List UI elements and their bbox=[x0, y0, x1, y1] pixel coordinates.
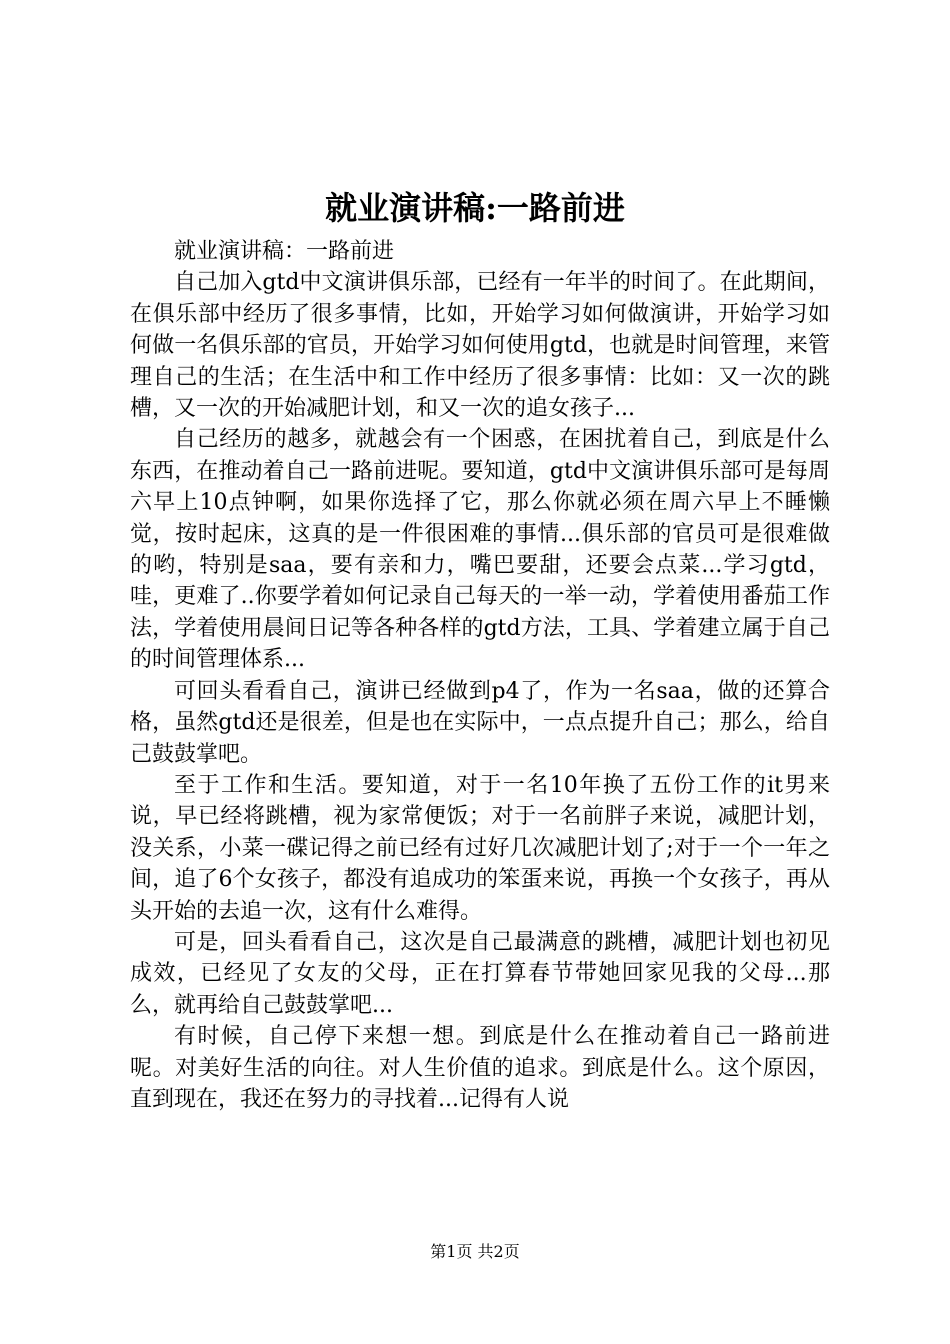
document-body bbox=[130, 236, 830, 1115]
paragraph: 至于工作和生活。要知道，对于一名10年换了五份工作的it男来说，早已经将跳槽，视为家常便饭；对于一名前胖子来说，减肥计划，没关系，小菜一碟记得之前已经有过好几次减肥计划了;对于一个一年之间，追了6个女孩子，都没有追成功的笨蛋来说，再换一个女孩子，再从头开始的去追一次，这有什么难得。 bbox=[130, 772, 830, 924]
page-number-footer: 第1页 共2页 bbox=[430, 1242, 520, 1261]
paragraph: 有时候，自己停下来想一想。到底是什么在推动着自己一路前进呢。对美好生活的向往。对人生价值的追求。到底是什么。这个原因，直到现在，我还在努力的寻找着...记得有人说 bbox=[130, 1024, 830, 1112]
paragraph: 可是，回头看看自己，这次是自己最满意的跳槽，减肥计划也初见成效，已经见了女友的父母，正在打算春节带她回家见我的父母...那么，就再给自己鼓鼓掌吧... bbox=[130, 929, 830, 1018]
paragraph-subtitle: 就业演讲稿：一路前进 bbox=[174, 239, 395, 264]
paragraph: 自己加入gtd中文演讲俱乐部，已经有一年半的时间了。在此期间，在俱乐部中经历了很多事情，比如，开始学习如何做演讲，开始学习如何做一名俱乐部的官员，开始学习如何使用gtd，也就是时间管理，来管理自己的生活；在生活中和工作中经历了很多事情：比如：又一次的跳槽，又一次的开始减肥计划，和又一次的追女孩子... bbox=[130, 270, 830, 422]
document-title: 就业演讲稿:一路前进 bbox=[325, 189, 625, 227]
paragraph: 可回头看看自己，演讲已经做到p4了，作为一名saa，做的还算合格，虽然gtd还是很差，但是也在实际中，一点点提升自己；那么，给自己鼓鼓掌吧。 bbox=[130, 678, 830, 767]
paragraph: 自己经历的越多，就越会有一个困惑，在困扰着自己，到底是什么东西，在推动着自己一路前进呢。要知道，gtd中文演讲俱乐部可是每周六早上10点钟啊，如果你选择了它，那么你就必须在周六早上不睡懒觉，按时起床，这真的是一件很困难的事情...俱乐部的官员可是很难做的哟，特别是saa，要有亲和力，嘴巴要甜，还要会点菜...学习gtd，哇，更难了..你要学着如何记录自己每天的一举一动，学着使用番茄工作法，学着使用晨间日记等各种各样的gtd方法，工具、学着建立属于自己的时间管理体系... bbox=[130, 427, 830, 673]
